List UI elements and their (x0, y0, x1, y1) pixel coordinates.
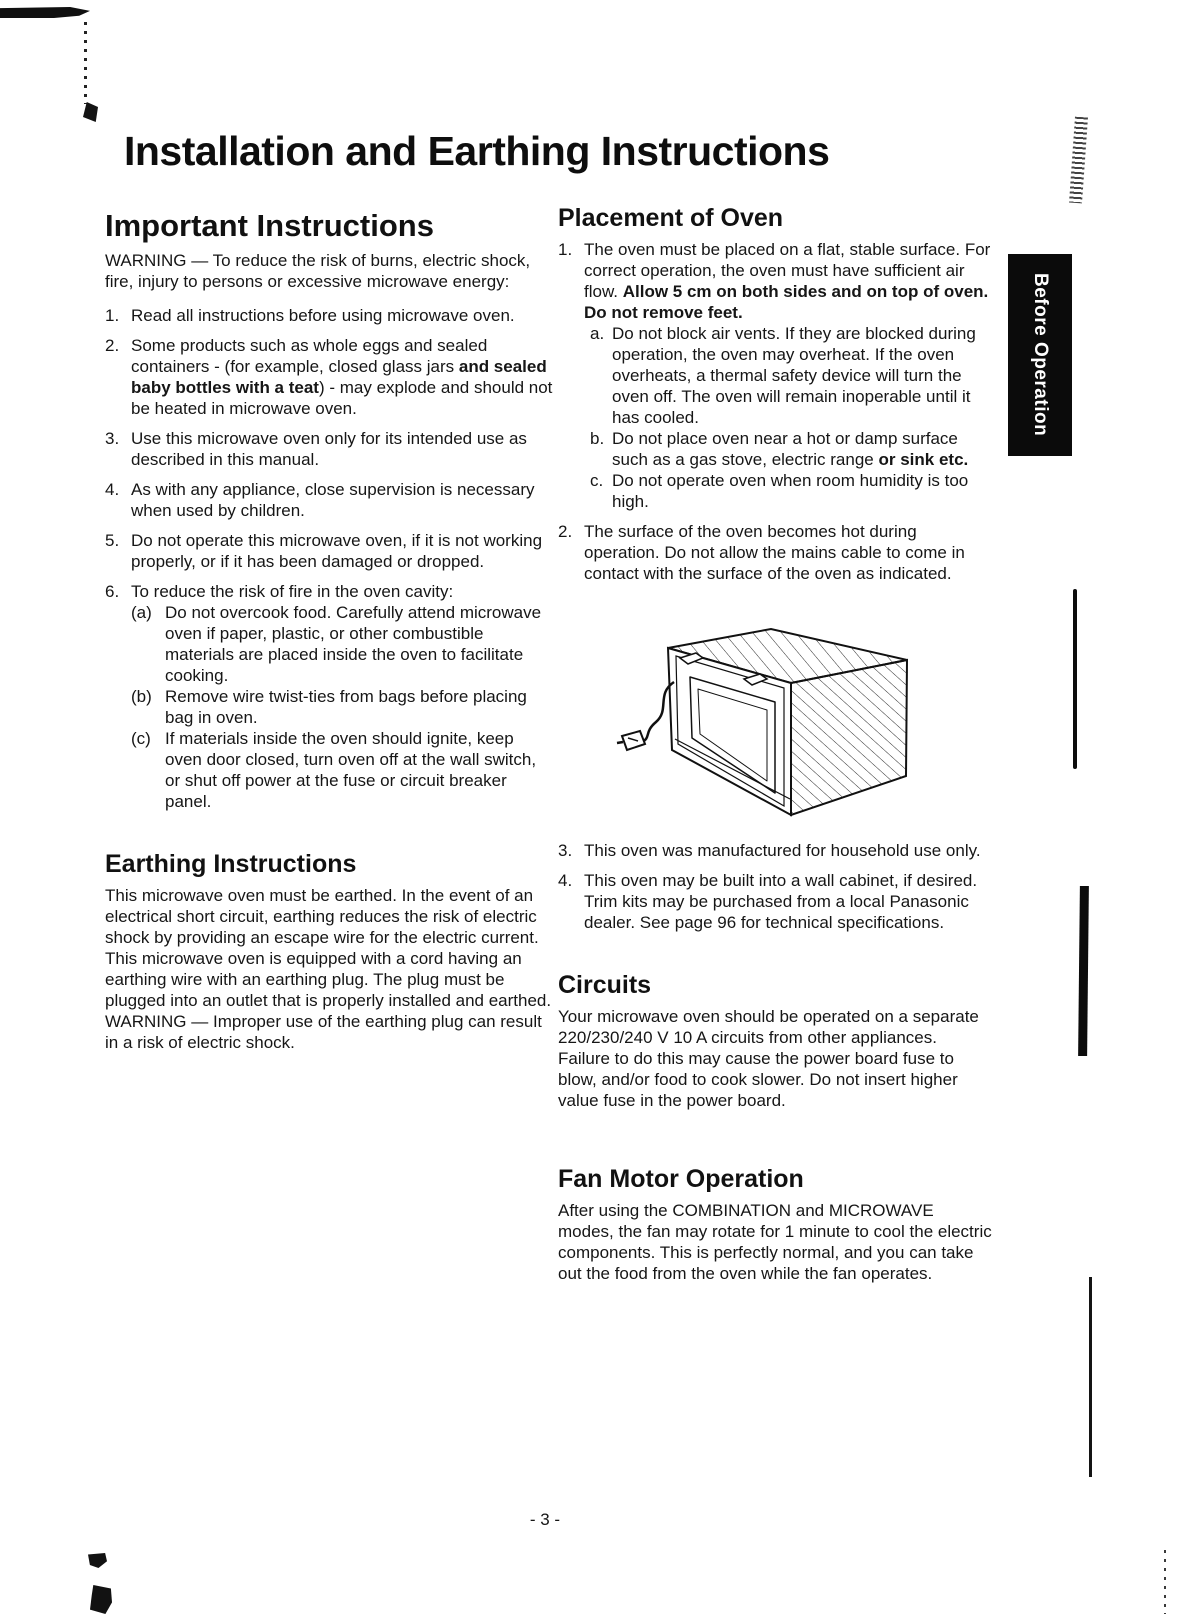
scan-artifact-stripe (1069, 117, 1088, 204)
list-subitem-label: a. (590, 324, 605, 343)
list-item (105, 479, 553, 521)
list-subitem (590, 323, 992, 428)
list-subitem (131, 728, 553, 812)
scan-artifact-blob (90, 1585, 112, 1614)
list-subitem-text (612, 470, 992, 512)
list-subitem-text (165, 602, 553, 686)
placement-list-bottom (558, 840, 992, 933)
list-item-body (131, 530, 553, 572)
list-item-body (131, 428, 553, 470)
list-subitem (131, 686, 553, 728)
scan-artifact-top-bar (0, 7, 90, 18)
circuits-heading: Circuits (558, 971, 652, 999)
text-segment: Do not overcook food. Carefully attend microwave oven if paper, plastic, or other combustible materials are placed inside the oven to facilitate cooking. (165, 603, 542, 685)
list-subitem-text (165, 686, 553, 728)
chapter-tab-before-operation: Before Operation (1008, 254, 1072, 456)
fan-body-text: After using the COMBINATION and MICROWAVE modes, the fan may rotate for 1 minute to cool the electric components. This is perfectly normal, and you can take out the food from the oven while the fan operates. (558, 1201, 992, 1283)
list-item-number: 4. (558, 871, 573, 890)
important-instructions-heading: Important Instructions (105, 208, 434, 243)
text-segment: To reduce the risk of fire in the oven cavity: (131, 582, 454, 601)
list-item-body (131, 335, 553, 419)
list-item-text (131, 428, 553, 470)
list-item-text (584, 521, 992, 584)
text-segment: Do not operate this microwave oven, if it is not working properly, or if it has been damaged or dropped. (131, 531, 543, 571)
list-subitems (131, 602, 553, 812)
placement-list-top (558, 239, 992, 584)
section-important-instructions (105, 208, 553, 812)
list-subitem-label: (b) (131, 687, 152, 706)
list-subitem-label: b. (590, 429, 605, 448)
list-item-body (584, 840, 992, 861)
list-item-text (131, 479, 553, 521)
list-item-text (131, 335, 553, 419)
fan-heading: Fan Motor Operation (558, 1165, 804, 1193)
list-item (558, 840, 992, 861)
list-item-body (131, 479, 553, 521)
oven-illustration (594, 598, 929, 823)
list-item-text (584, 239, 992, 323)
list-item-number: 4. (105, 480, 120, 499)
list-item-number: 1. (558, 240, 573, 259)
scan-artifact-line (1073, 589, 1077, 769)
list-item (558, 239, 992, 512)
list-item-number: 1. (105, 306, 120, 325)
list-item-number: 3. (105, 429, 120, 448)
section-placement-of-oven (558, 204, 992, 933)
list-item (105, 335, 553, 419)
text-segment: If materials inside the oven should ignite, keep oven door closed, turn oven off at the wall switch, or shut off power at the fuse or circuit breaker panel. (165, 729, 537, 811)
list-item (105, 581, 553, 812)
list-item-text (584, 870, 992, 933)
scan-artifact-blob (83, 102, 98, 122)
text-segment: As with any appliance, close supervision is necessary when used by children. (131, 480, 535, 520)
earthing-body-text: This microwave oven must be earthed. In the event of an electrical short circuit, earthing reduces the risk of electric shock by providing an escape wire for the electric current. This microwave oven is equipped with a cord having an earthing wire with an earthing plug. The plug must be plugged into an outlet that is properly installed and earthed. (105, 886, 552, 1010)
text-segment: Do not operate oven when room humidity is too high. (612, 471, 969, 511)
text-segment: This oven may be built into a wall cabinet, if desired. Trim kits may be purchased from a local Panasonic dealer. See page 96 for technical specifications. (584, 871, 978, 932)
list-subitem (131, 602, 553, 686)
text-segment: ) - may explode and should not be heated in microwave oven. (131, 378, 553, 418)
scan-artifact-line (1089, 1277, 1092, 1477)
page-number: - 3 - (529, 1510, 561, 1529)
text-segment: Remove wire twist-ties from bags before placing bag in oven. (165, 687, 527, 727)
list-subitem-text (612, 428, 992, 470)
text-segment: or sink etc. (878, 450, 969, 469)
list-item (105, 530, 553, 572)
earthing-instructions-heading: Earthing Instructions (105, 850, 357, 878)
text-segment: The surface of the oven becomes hot during operation. Do not allow the mains cable to come in contact with the surface of the oven as indicated. (584, 522, 965, 583)
list-item-number: 2. (105, 336, 120, 355)
page-title: Installation and Earthing Instructions (124, 128, 830, 174)
text-segment: Allow 5 cm on both sides and on top of oven. Do not remove feet. (584, 282, 989, 322)
left-column (105, 208, 553, 1053)
list-item-number: 2. (558, 522, 573, 541)
section-circuits (558, 971, 992, 1111)
text-segment: This oven was manufactured for household use only. (584, 841, 981, 860)
scan-artifact-blob (88, 1553, 107, 1568)
text-segment: Do not block air vents. If they are blocked during operation, the oven may overheat. If the oven overheats, a thermal safety device will turn the oven off. The oven will remain inoperable until it has cooled. (612, 324, 976, 427)
list-item-text (131, 305, 553, 326)
text-segment: Read all instructions before using microwave oven. (131, 306, 515, 325)
list-subitems (584, 323, 992, 512)
list-item-text (131, 581, 553, 602)
list-item-number: 3. (558, 841, 573, 860)
list-item-number: 5. (105, 531, 120, 550)
text-segment: Use this microwave oven only for its intended use as described in this manual. (131, 429, 527, 469)
list-item (558, 521, 992, 584)
right-column (558, 204, 992, 1284)
section-fan-motor-operation (558, 1165, 992, 1284)
list-item-number: 6. (105, 582, 120, 601)
list-item-body (131, 581, 553, 812)
list-item-body (584, 870, 992, 933)
list-item (558, 870, 992, 933)
text-segment: Some products such as whole eggs and sealed containers - (for example, closed glass jars (131, 336, 488, 376)
scan-artifact-dots (1164, 1550, 1166, 1614)
list-item-body (584, 239, 992, 512)
list-subitem-label: (c) (131, 729, 151, 748)
scan-artifact-bar (1078, 886, 1089, 1056)
placement-heading: Placement of Oven (558, 204, 784, 232)
list-item-body (131, 305, 553, 326)
important-warning-text: WARNING — To reduce the risk of burns, electric shock, fire, injury to persons or excessive microwave energy: (105, 251, 531, 291)
list-subitem (590, 470, 992, 512)
list-item-body (584, 521, 992, 584)
scan-artifact-vertical-smudge (84, 22, 87, 104)
list-subitem (590, 428, 992, 470)
list-subitem-text (612, 323, 992, 428)
list-subitem-label: c. (590, 471, 604, 490)
circuits-body-text: Your microwave oven should be operated on a separate 220/230/240 V 10 A circuits from other appliances. Failure to do this may cause the power board fuse to blow, and/or food to cook slower. Do not insert higher value fuse in the power board. (558, 1007, 979, 1110)
earthing-warning-text: WARNING — Improper use of the earthing plug can result in a risk of electric shock. (105, 1012, 542, 1052)
list-subitem-label: (a) (131, 603, 152, 622)
list-item (105, 428, 553, 470)
text-segment: Do not place oven near a hot or damp surface such as a gas stove, electric range (612, 429, 958, 469)
section-earthing-instructions (105, 850, 553, 1053)
list-subitem-text (165, 728, 553, 812)
list-item (105, 305, 553, 326)
list-item-text (131, 530, 553, 572)
text-segment: The oven must be placed on a flat, stable surface. For correct operation, the oven must have sufficient air flow. (584, 240, 991, 301)
oven-figure (594, 598, 992, 828)
important-instructions-list (105, 305, 553, 812)
text-segment: and sealed baby bottles with a teat (131, 357, 547, 397)
list-item-text (584, 840, 992, 861)
